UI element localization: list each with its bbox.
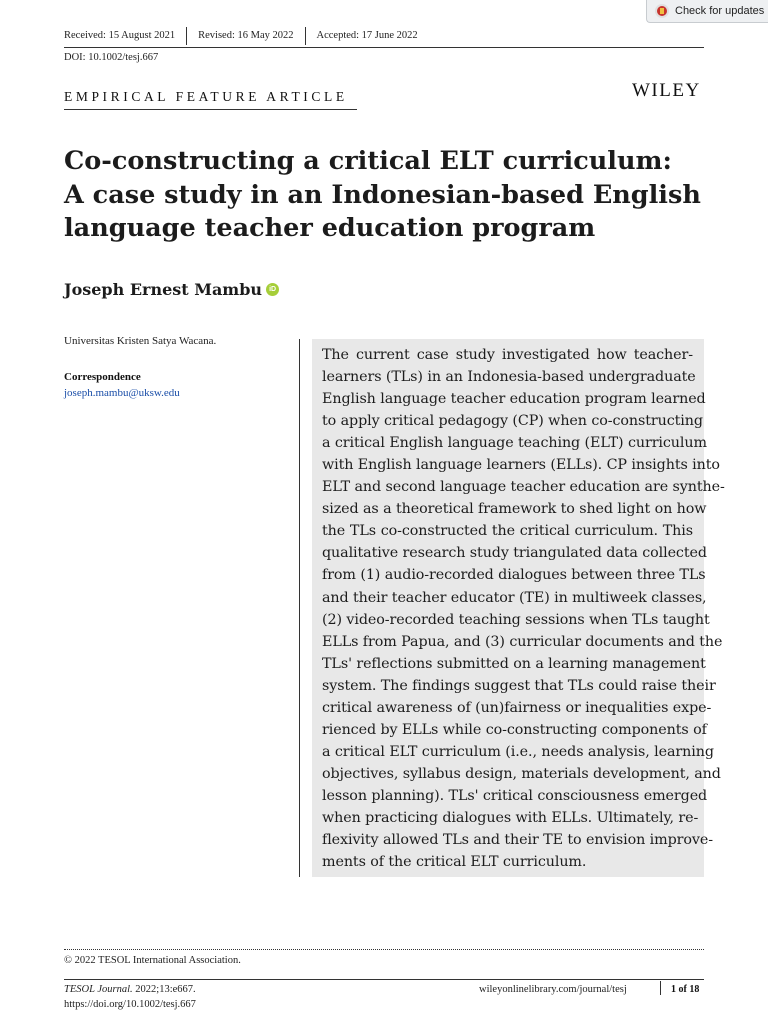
article-dates [64,30,429,45]
abstract-line: from (1) audio-recorded dialogues between three TLs [322,567,706,584]
crossmark-icon [655,4,669,18]
orcid-icon[interactable]: iD [266,283,279,296]
column-divider [299,339,300,877]
wiley-logo: WILEY [632,80,701,101]
abstract-line: sized as a theoretical framework to shed light on how [322,501,707,518]
abstract-line: a critical ELT curriculum (i.e., needs analysis, learning [322,743,714,760]
abstract-line: and their teacher educator (TE) in multiweek classes, [322,589,707,606]
journal-citation [64,984,196,995]
abstract-line: to apply critical pedagogy (CP) when co-constructing [322,413,703,430]
abstract-line: ments of the critical ELT curriculum. [322,854,587,871]
affiliation: Universitas Kristen Satya Wacana. [64,335,217,347]
author-name: Joseph Ernest Mambu [64,280,263,299]
abstract-line: English language teacher education program learned [322,391,706,408]
journal-name: TESOL Journal. [64,984,133,995]
abstract-line: system. The findings suggest that TLs could raise their [322,677,716,694]
journal-site-link[interactable]: wileyonlinelibrary.com/journal/tesj [479,984,627,995]
copyright: © 2022 TESOL International Association. [64,955,241,966]
abstract-line: when practicing dialogues with ELLs. Ultimately, re- [322,809,699,826]
accepted-date: Accepted: 17 June 2022 [316,30,418,41]
author [64,280,279,299]
correspondence-email-link[interactable]: joseph.mambu@uksw.edu [64,387,180,399]
abstract-line: learners (TLs) in an Indonesia-based undergraduate [322,369,696,386]
abstract-line: with English language learners (ELLs). CP insights into [322,457,720,474]
footer-dotted-rule [64,949,704,950]
header-rule [64,47,704,48]
journal-volume: 2022;13:e667. [135,984,196,995]
abstract-line: objectives, syllabus design, materials development, and [322,765,721,782]
footer-rule [64,979,704,980]
footer-doi-link[interactable]: https://doi.org/10.1002/tesj.667 [64,999,196,1010]
check-for-updates-button[interactable] [646,0,768,23]
page-number: 1 of 18 [671,984,700,995]
abstract-line: the TLs co-constructed the critical curriculum. This [322,523,693,540]
abstract-line: qualitative research study triangulated data collected [322,545,707,562]
abstract-line: TLs' reflections submitted on a learning management [322,655,706,672]
abstract-line: (2) video-recorded teaching sessions when TLs taught [322,611,710,628]
abstract-line: ELT and second language teacher education are synthe- [322,479,725,496]
abstract-line: rienced by ELLs while co-constructing components of [322,721,707,738]
revised-date: Revised: 16 May 2022 [198,30,294,41]
title-line: language teacher education program [64,213,596,243]
title-line: A case study in an Indonesian-based English [64,179,701,210]
doi: DOI: 10.1002/tesj.667 [64,52,159,63]
article-type-underline [64,109,357,110]
abstract-line: lesson planning). TLs' critical consciousness emerged [322,787,708,804]
abstract [322,344,725,873]
abstract-line: flexivity allowed TLs and their TE to envision improve- [322,832,713,849]
check-for-updates-label: Check for updates [675,5,765,17]
article-title [64,145,714,246]
abstract-line: critical awareness of (un)fairness or inequalities expe- [322,699,712,716]
title-line: Co-constructing a critical ELT curriculum: [64,146,672,176]
abstract-line: a critical English language teaching (ELT) curriculum [322,435,707,452]
abstract-line: The current case study investigated how teacher- [322,347,693,363]
article-type: EMPIRICAL FEATURE ARTICLE [64,89,348,104]
date-separator [305,27,306,45]
correspondence-label: Correspondence [64,371,141,383]
date-separator [186,27,187,45]
received-date: Received: 15 August 2021 [64,30,176,41]
footer-separator [660,981,661,995]
abstract-line: ELLs from Papua, and (3) curricular documents and the [322,633,723,650]
